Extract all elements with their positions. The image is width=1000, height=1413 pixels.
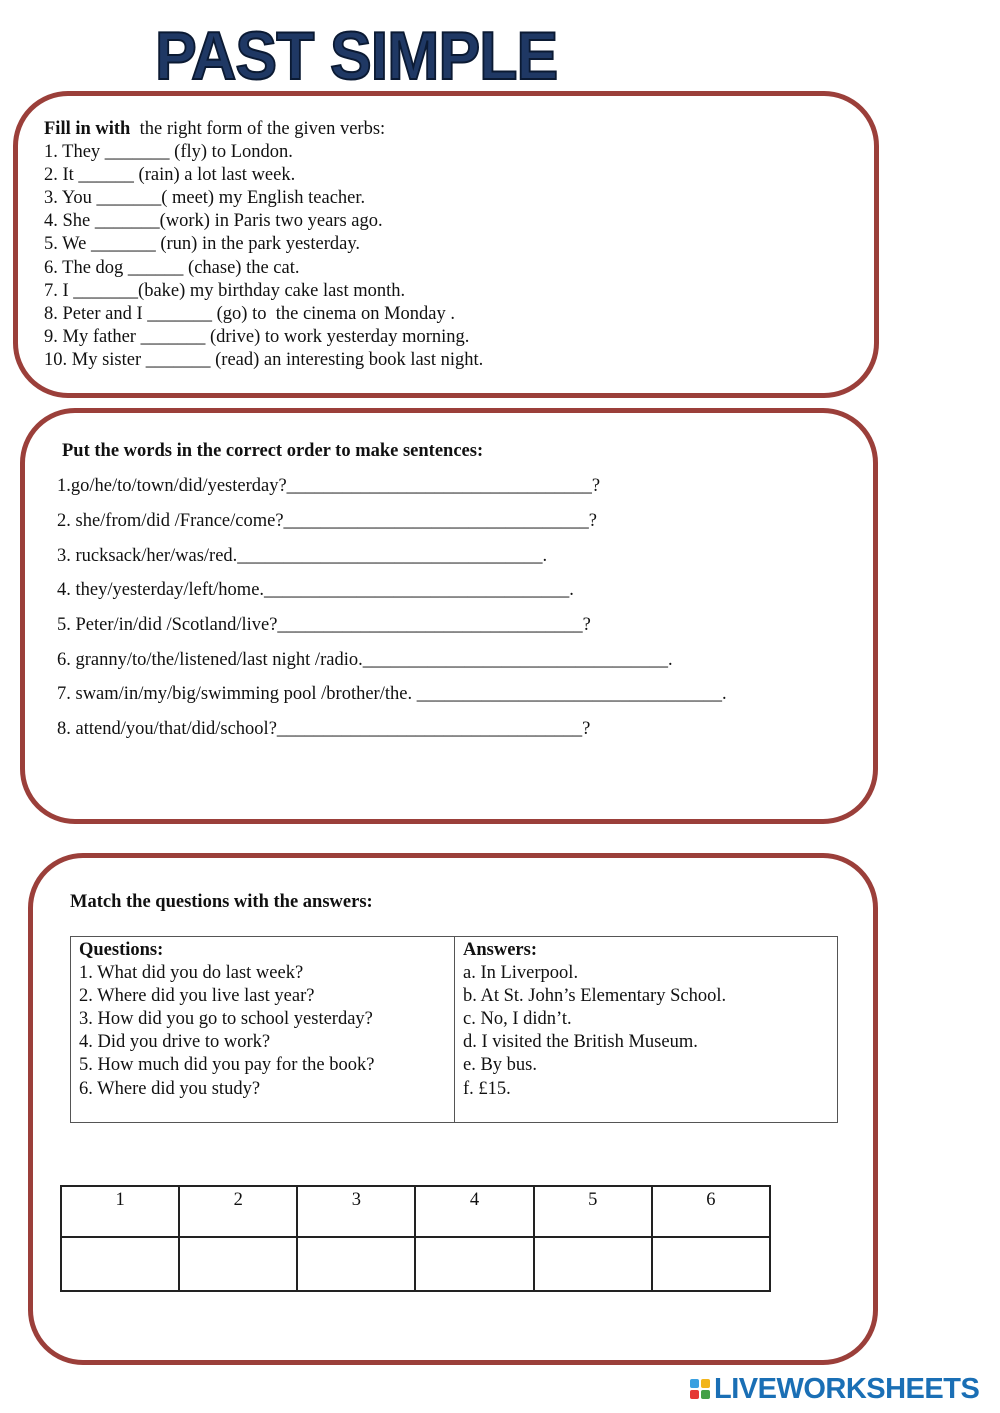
- grid-number: 3: [297, 1186, 415, 1237]
- word-order-item[interactable]: 8. attend/you/that/did/school?_________________________________?: [57, 719, 591, 739]
- word-order-item[interactable]: 5. Peter/in/did /Scotland/live?_________________________________?: [57, 615, 591, 635]
- answers-column: [454, 937, 837, 1122]
- answer-grid: [60, 1185, 771, 1292]
- fill-in-item[interactable]: 3. You _______( meet) my English teacher.: [44, 188, 366, 209]
- questions-column: [71, 937, 454, 1122]
- word-order-item[interactable]: 6. granny/to/the/listened/last night /radio._________________________________.: [57, 650, 673, 670]
- grid-number: 1: [61, 1186, 179, 1237]
- grid-answer-cell[interactable]: [61, 1237, 179, 1291]
- grid-answer-cell[interactable]: [652, 1237, 770, 1291]
- fill-in-item[interactable]: 10. My sister _______ (read) an interesting book last night.: [44, 349, 484, 370]
- fill-in-item[interactable]: 7. I _______(bake) my birthday cake last month.: [44, 280, 406, 301]
- question-item: 2. Where did you live last year?: [79, 986, 315, 1007]
- fill-in-item[interactable]: 1. They _______ (fly) to London.: [44, 142, 293, 163]
- word-order-instruction: Put the words in the correct order to make sentences:: [62, 441, 484, 461]
- question-item: 5. How much did you pay for the book?: [79, 1055, 375, 1076]
- instruction-bold: Fill in with: [44, 119, 131, 139]
- grid-answer-cell[interactable]: [297, 1237, 415, 1291]
- questions-header: Questions:: [79, 940, 164, 960]
- liveworksheets-logo-icon: [690, 1379, 710, 1399]
- answer-item: e. By bus.: [463, 1055, 537, 1076]
- fill-in-item[interactable]: 9. My father _______ (drive) to work yesterday morning.: [44, 326, 470, 347]
- question-item: 1. What did you do last week?: [79, 963, 304, 984]
- word-order-item[interactable]: 2. she/from/did /France/come?_________________________________?: [57, 511, 598, 531]
- matching-instruction: Match the questions with the answers:: [70, 892, 373, 912]
- question-item: 4. Did you drive to work?: [79, 1032, 271, 1053]
- word-order-item[interactable]: 4. they/yesterday/left/home._________________________________.: [57, 580, 574, 600]
- word-order-item[interactable]: 7. swam/in/my/big/swimming pool /brother/the. _________________________________.: [57, 684, 727, 704]
- word-order-item[interactable]: 1.go/he/to/town/did/yesterday?_________________________________?: [57, 476, 601, 496]
- grid-number: 4: [415, 1186, 533, 1237]
- questions-answers-table: [70, 936, 838, 1123]
- grid-answer-cell[interactable]: [534, 1237, 652, 1291]
- grid-answer-cell[interactable]: [179, 1237, 297, 1291]
- fill-in-section: [44, 118, 483, 372]
- word-order-item[interactable]: 3. rucksack/her/was/red._________________________________.: [57, 546, 548, 566]
- grid-number: 5: [534, 1186, 652, 1237]
- fill-in-instruction: [44, 118, 483, 141]
- answer-item: a. In Liverpool.: [463, 963, 579, 984]
- instruction-rest: the right form of the given verbs:: [130, 119, 386, 139]
- answer-item: d. I visited the British Museum.: [463, 1032, 698, 1053]
- question-item: 3. How did you go to school yesterday?: [79, 1009, 373, 1030]
- fill-in-item[interactable]: 2. It ______ (rain) a lot last week.: [44, 165, 296, 186]
- answer-item: b. At St. John’s Elementary School.: [463, 986, 727, 1007]
- answers-header: Answers:: [463, 940, 537, 960]
- fill-in-item[interactable]: 8. Peter and I _______ (go) to the cinema on Monday .: [44, 303, 456, 324]
- page-title: PAST SIMPLE: [155, 18, 558, 94]
- liveworksheets-brand: [690, 1373, 979, 1405]
- fill-in-item[interactable]: 6. The dog ______ (chase) the cat.: [44, 257, 300, 278]
- grid-number: 6: [652, 1186, 770, 1237]
- question-item: 6. Where did you study?: [79, 1078, 261, 1099]
- fill-in-item[interactable]: 5. We _______ (run) in the park yesterday.: [44, 234, 361, 255]
- brand-text: LIVEWORKSHEETS: [714, 1372, 980, 1405]
- answer-item: f. £15.: [463, 1078, 511, 1099]
- grid-number: 2: [179, 1186, 297, 1237]
- answer-item: c. No, I didn’t.: [463, 1009, 572, 1030]
- grid-answer-cell[interactable]: [415, 1237, 533, 1291]
- fill-in-item[interactable]: 4. She _______(work) in Paris two years ago.: [44, 211, 383, 232]
